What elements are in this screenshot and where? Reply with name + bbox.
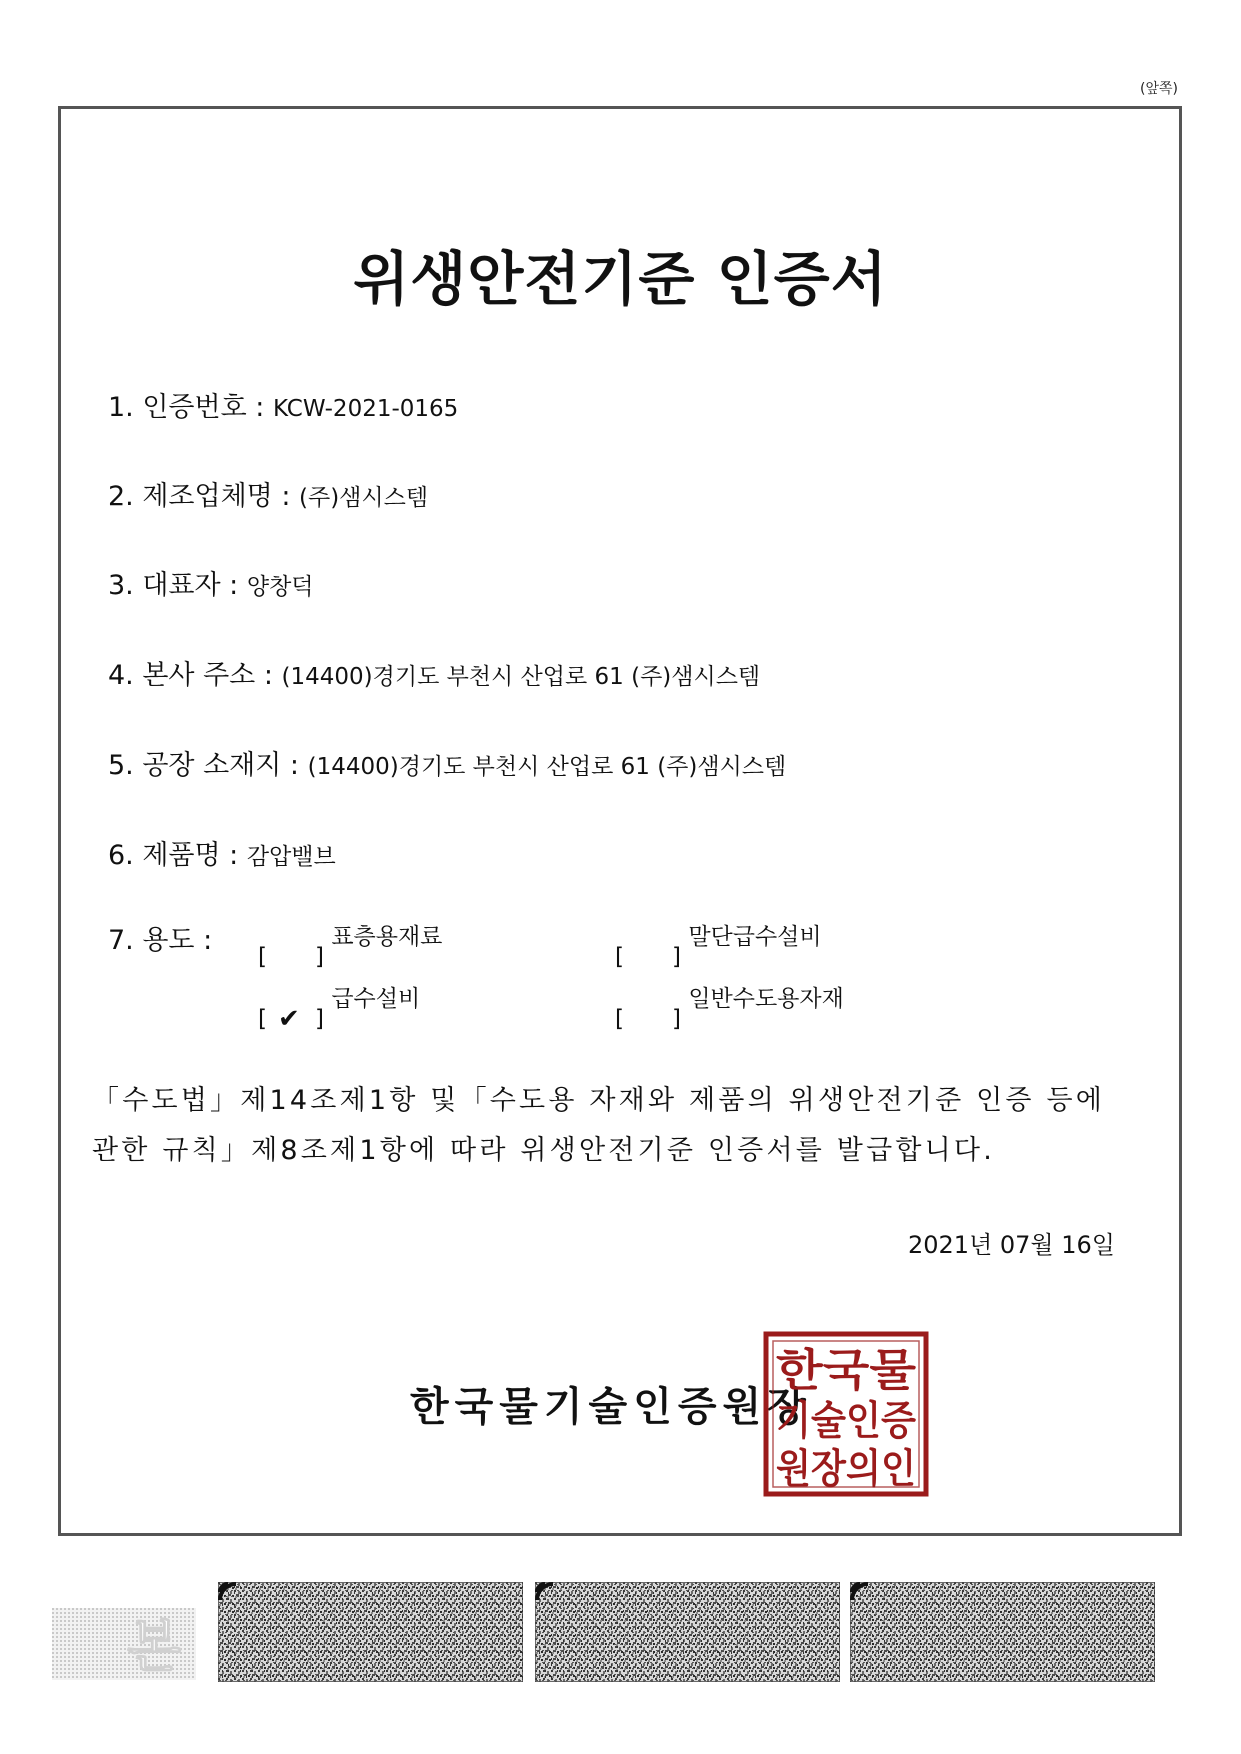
field-label: 1. 인증번호 : bbox=[108, 392, 273, 423]
usage-option-terminal-supply: [ ] 말단급수설비 bbox=[615, 924, 822, 970]
usage-option-water-supply: [ ✔ ] 급수설비 bbox=[258, 986, 421, 1034]
usage-option-label: 표층용재료 bbox=[331, 924, 443, 950]
usage-option-label: 급수설비 bbox=[331, 986, 421, 1012]
usage-option-label: 일반수도용자재 bbox=[688, 986, 844, 1012]
usage-option-general-material: [ ] 일반수도용자재 bbox=[615, 986, 844, 1032]
field-label: 2. 제조업체명 : bbox=[108, 481, 300, 512]
field-value: (14400)경기도 부천시 산업로 61 (주)샘시스템 bbox=[281, 664, 761, 690]
field-product-name bbox=[108, 833, 336, 872]
statement-line-2: 관한 규칙」제8조제1항에 따라 위생안전기준 인증서를 발급합니다. bbox=[92, 1135, 995, 1166]
statement-line-1: 「수도법」제14조제1항 및「수도용 자재와 제품의 위생안전기준 인증 등에 bbox=[92, 1085, 1106, 1116]
seal-text-row-1: 한국물 bbox=[776, 1345, 917, 1396]
field-label: 6. 제품명 : bbox=[108, 840, 247, 871]
field-representative bbox=[108, 563, 314, 602]
seal-text-row-3: 원장의인 bbox=[776, 1446, 916, 1492]
issue-date: 2021년 07월 16일 bbox=[908, 1231, 1115, 1259]
field-label: 5. 공장 소재지 : bbox=[108, 750, 308, 781]
field-value: KCW-2021-0165 bbox=[272, 396, 459, 422]
page-side-note: (앞쪽) bbox=[1140, 81, 1178, 97]
field-label: 4. 본사 주소 : bbox=[108, 660, 282, 691]
check-mark-icon: ✔ bbox=[278, 1004, 300, 1034]
field-headquarters-address bbox=[108, 653, 760, 692]
official-seal-icon bbox=[762, 1330, 930, 1498]
certificate-frame bbox=[58, 106, 1182, 1536]
field-value: 감압밸브 bbox=[246, 844, 336, 870]
security-code-3-icon bbox=[850, 1582, 1155, 1682]
field-label: 7. 용도 : bbox=[108, 925, 213, 956]
field-certification-number bbox=[108, 385, 458, 424]
field-value: (14400)경기도 부천시 산업로 61 (주)샘시스템 bbox=[307, 754, 787, 780]
watermark-text: 본 bbox=[126, 1615, 182, 1680]
certificate-title: 위생안전기준 인증서 bbox=[353, 245, 888, 313]
usage-option-surface-material: [ ] 표층용재료 bbox=[258, 924, 443, 970]
field-factory-address bbox=[108, 743, 786, 782]
field-usage bbox=[108, 918, 212, 957]
field-value: (주)샘시스템 bbox=[299, 485, 429, 511]
field-label: 3. 대표자 : bbox=[108, 570, 247, 601]
copy-watermark-icon bbox=[52, 1608, 196, 1680]
security-code-1-icon bbox=[218, 1582, 523, 1682]
issuer-name: 한국물기술인증원장 bbox=[410, 1384, 812, 1430]
security-code-2-icon bbox=[535, 1582, 840, 1682]
seal-text-row-2: 기술인증 bbox=[776, 1398, 917, 1444]
field-manufacturer bbox=[108, 474, 428, 513]
field-value: 양창덕 bbox=[246, 574, 314, 600]
usage-option-label: 말단급수설비 bbox=[688, 924, 822, 950]
